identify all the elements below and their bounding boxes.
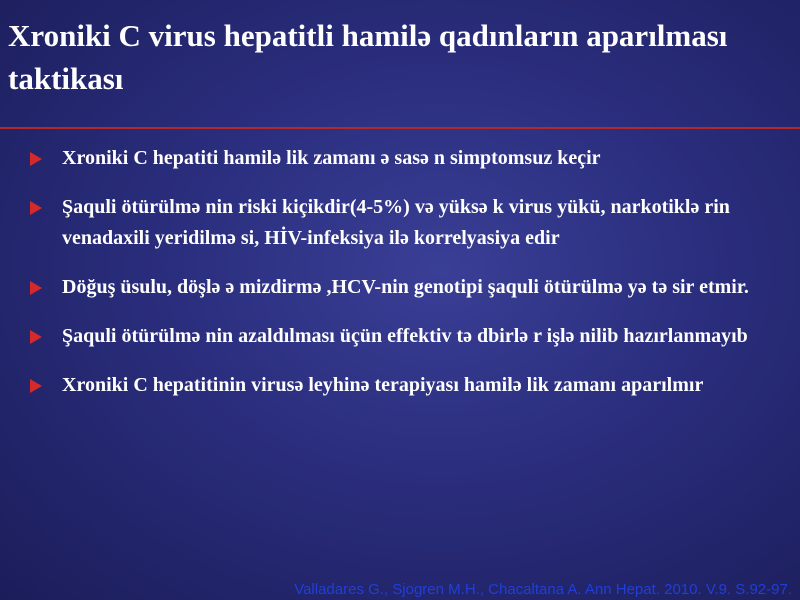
bullet-item (30, 272, 796, 303)
title-divider (0, 127, 800, 129)
bullet-text: Şaquli ötürülmә nin azaldılması üçün effektiv tә dbirlә r işlә nilib hazırlanmayıb (62, 325, 748, 347)
bullet-text: Şaquli ötürülmә nin riski kiçikdir(4-5%) vә yüksә k virus yükü, narkotiklә rin venadaxili yeridilmә si, HİV-infeksiya ilә korrelyasiya edir (62, 196, 730, 249)
triangle-bullet-icon (30, 330, 42, 344)
bullet-list (30, 143, 796, 419)
bullet-item (30, 192, 796, 254)
bullet-item (30, 370, 796, 401)
triangle-bullet-icon (30, 281, 42, 295)
bullet-text: Xroniki C hepatitinin virusә leyhinә terapiyası hamilә lik zamanı aparılmır (62, 374, 704, 396)
slide-title: Xroniki C virus hepatitli hamilә qadınların aparılması taktikası (8, 18, 728, 96)
bullet-text: Xroniki C hepatiti hamilә lik zamanı ә sasә n simptomsuz keçir (62, 147, 601, 169)
bullet-item (30, 321, 796, 352)
bullet-text: Döğuş üsulu, döşlә ә mizdirmә ,HCV-nin genotipi şaquli ötürülmә yә tә sir etmir. (62, 276, 749, 298)
citation: Valladares G., Sjogren M.H., Chacaltana A. Ann Hepat. 2010. V.9. S.92-97. (294, 581, 792, 598)
triangle-bullet-icon (30, 379, 42, 393)
bullet-item (30, 143, 796, 174)
triangle-bullet-icon (30, 201, 42, 215)
triangle-bullet-icon (30, 152, 42, 166)
